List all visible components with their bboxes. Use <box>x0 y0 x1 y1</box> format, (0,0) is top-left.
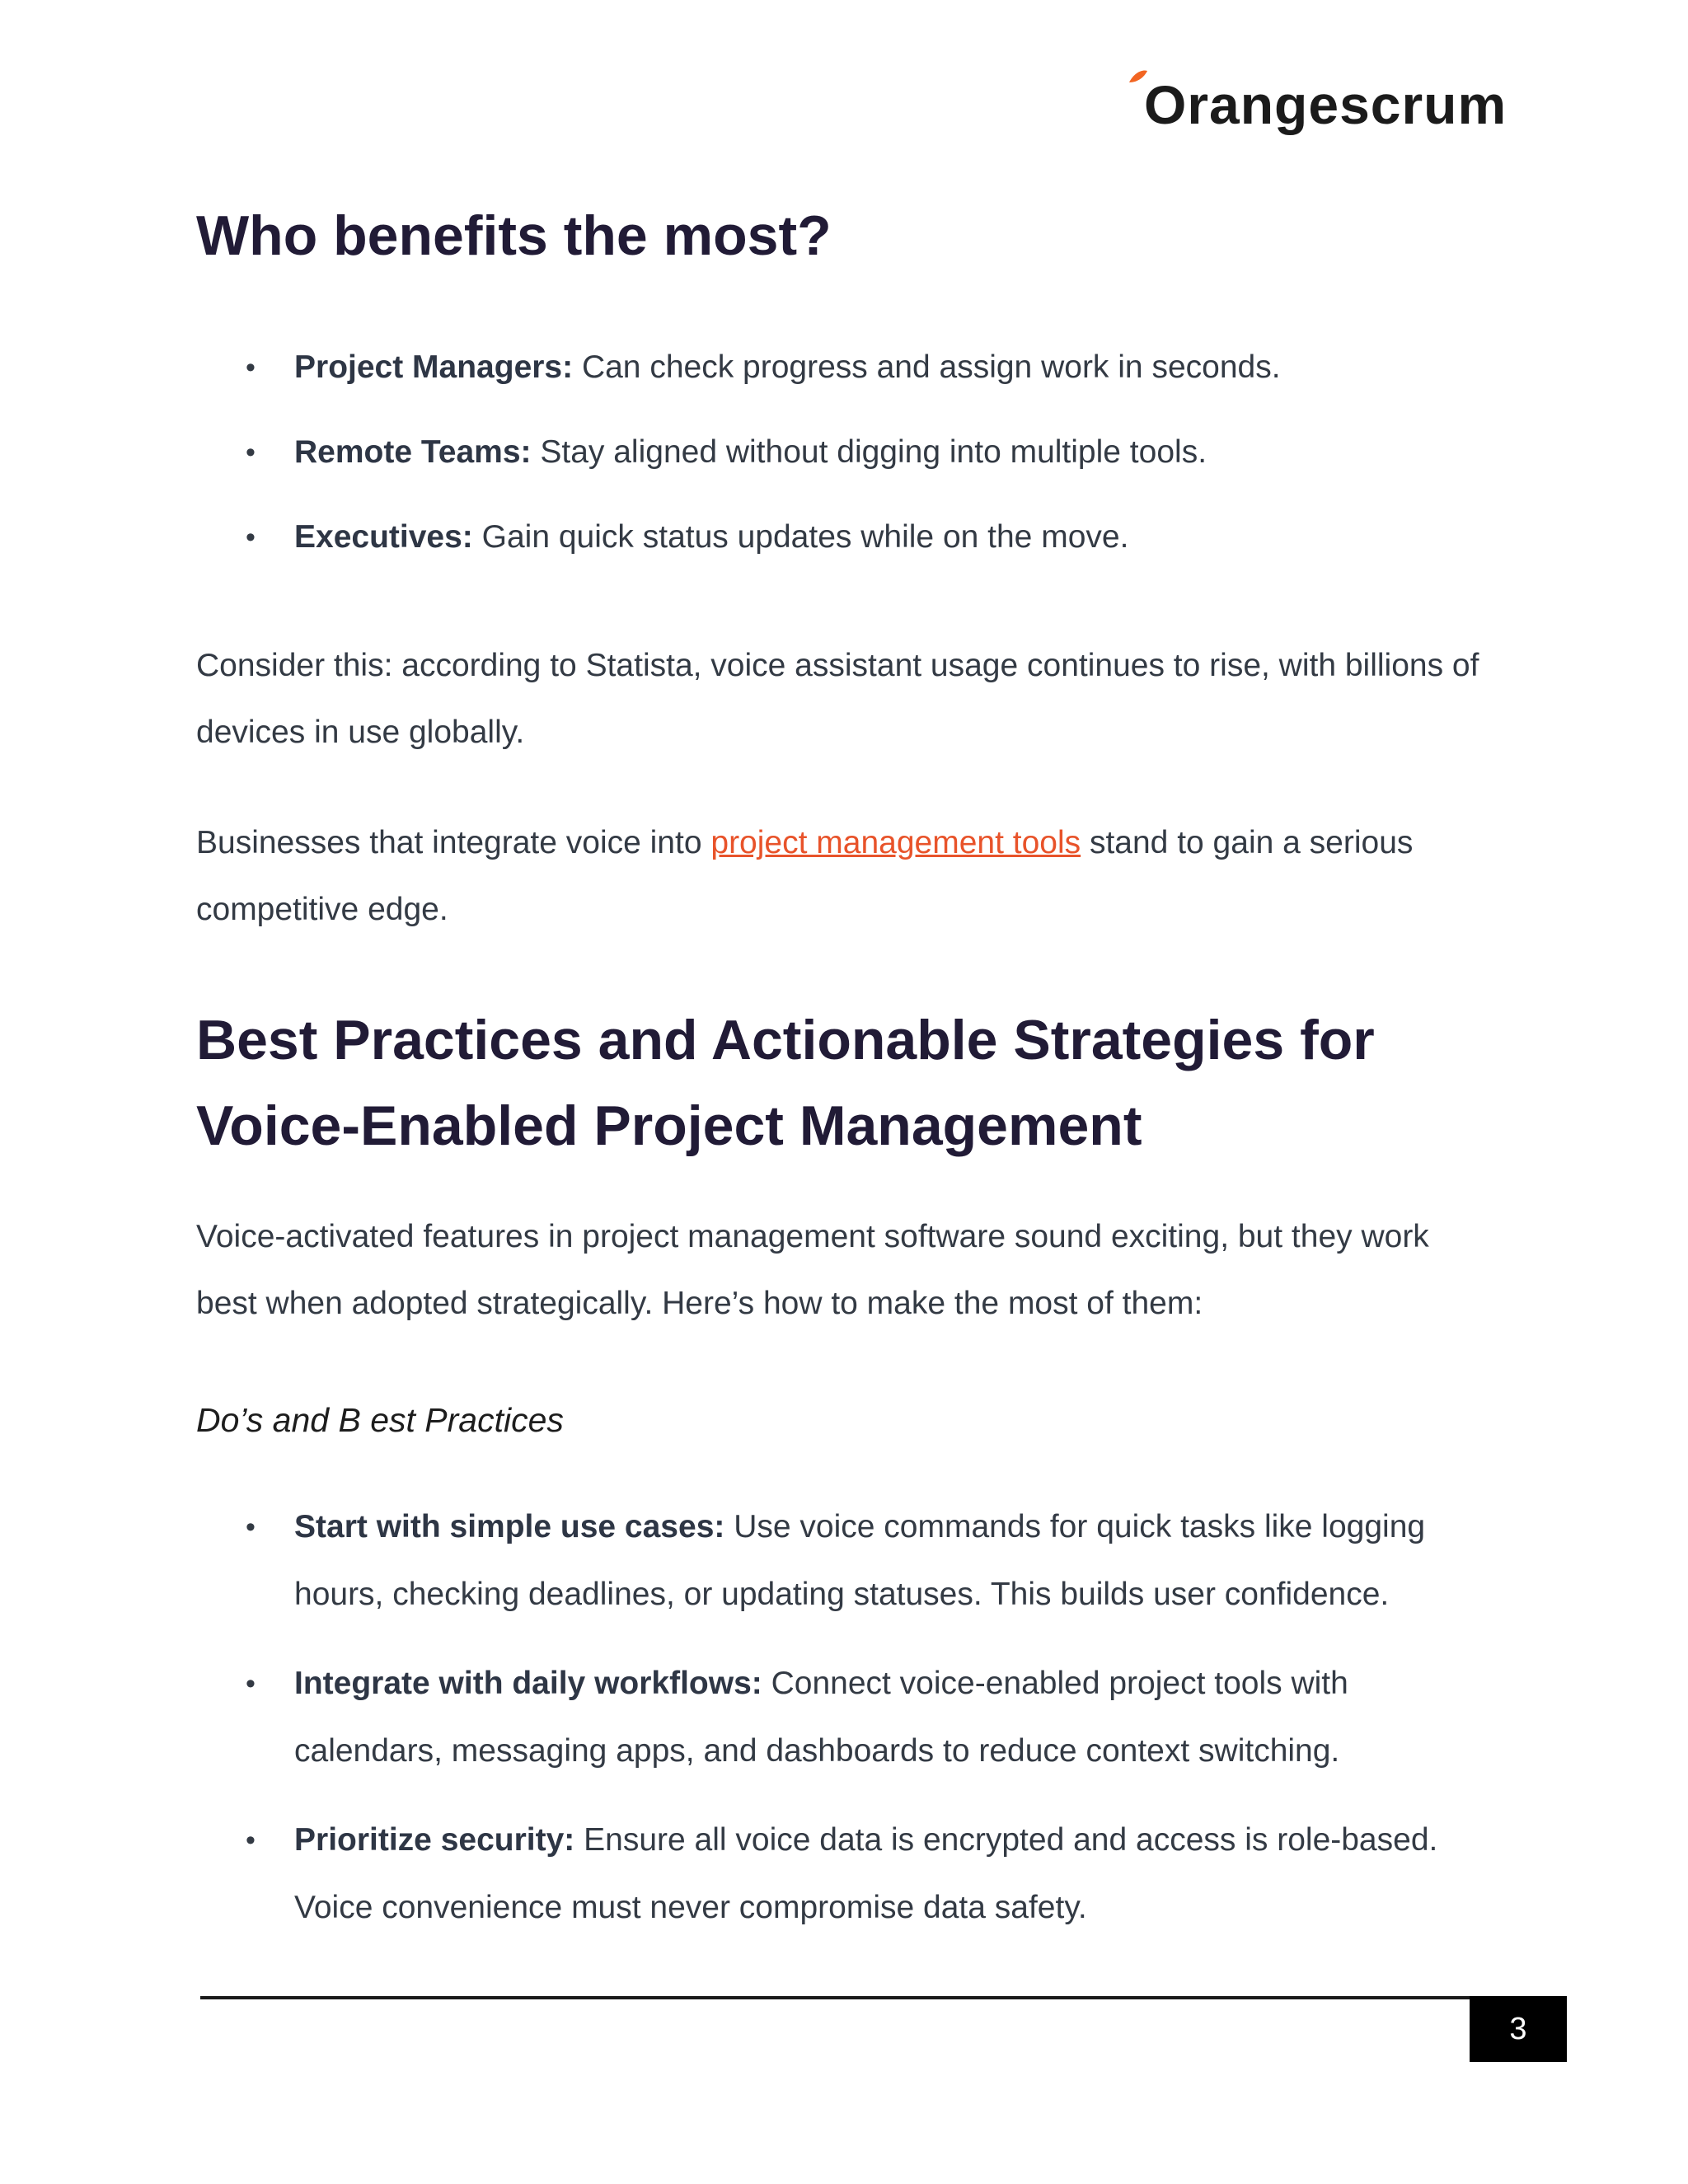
list-item-text: Stay aligned without digging into multiple tools. <box>531 434 1207 470</box>
footer-divider <box>200 1996 1565 1999</box>
list-item-term: Project Managers: <box>294 349 574 385</box>
integration-paragraph <box>196 809 1482 943</box>
list-item <box>196 334 1482 419</box>
list-item-text: Gain quick status updates while on the move. <box>472 519 1129 555</box>
page-number <box>1470 1996 1567 2062</box>
list-item-term: Integrate with daily workflows: <box>294 1666 762 1701</box>
paragraph-text-before: Businesses that integrate voice into <box>196 825 711 860</box>
project-management-tools-link[interactable]: project management tools <box>710 825 1081 860</box>
list-item-text: Use voice commands for quick tasks like logging hours, checking deadlines, or updating statuses. This builds user confidence. <box>294 1509 1426 1612</box>
orange-leaf-icon <box>1111 68 1160 142</box>
list-item-term: Remote Teams: <box>294 434 532 470</box>
brand-logo-text: Orangescrum <box>1144 74 1507 135</box>
list-item-text: Connect voice-enabled project tools with calendars, messaging apps, and dashboards to reduce context switching. <box>294 1666 1348 1769</box>
list-item <box>196 419 1482 504</box>
dos-subheading: Do’s and B est Practices <box>196 1401 564 1439</box>
page-number-text: 3 <box>1509 2011 1527 2046</box>
list-item <box>196 1650 1482 1785</box>
paragraph-text-after: stand to gain a serious competitive edge. <box>196 825 1414 927</box>
list-item-term: Executives: <box>294 519 473 555</box>
list-item-text: Can check progress and assign work in seconds. <box>573 349 1281 385</box>
best-practices-list <box>196 1493 1482 1942</box>
brand-logo <box>1111 68 1507 142</box>
list-item-term: Prioritize security: <box>294 1822 575 1858</box>
list-item <box>196 504 1482 588</box>
section-heading-best-practices: Best Practices and Actionable Strategies for Voice-Enabled Project Management <box>196 1009 1375 1157</box>
statista-paragraph: Consider this: according to Statista, voice assistant usage continues to rise, with billions of devices in use globally. <box>196 648 1479 750</box>
benefits-list <box>196 334 1482 588</box>
intro-paragraph: Voice-activated features in project management software sound exciting, but they work best when adopted strategically. Here’s how to make the most of them: <box>196 1219 1429 1321</box>
list-item <box>196 1493 1482 1629</box>
section-heading-benefits: Who benefits the most? <box>196 204 832 267</box>
list-item-text: Ensure all voice data is encrypted and access is role-based. Voice convenience must never compromise data safety. <box>294 1822 1438 1925</box>
list-item <box>196 1807 1482 1942</box>
list-item-term: Start with simple use cases: <box>294 1509 725 1544</box>
